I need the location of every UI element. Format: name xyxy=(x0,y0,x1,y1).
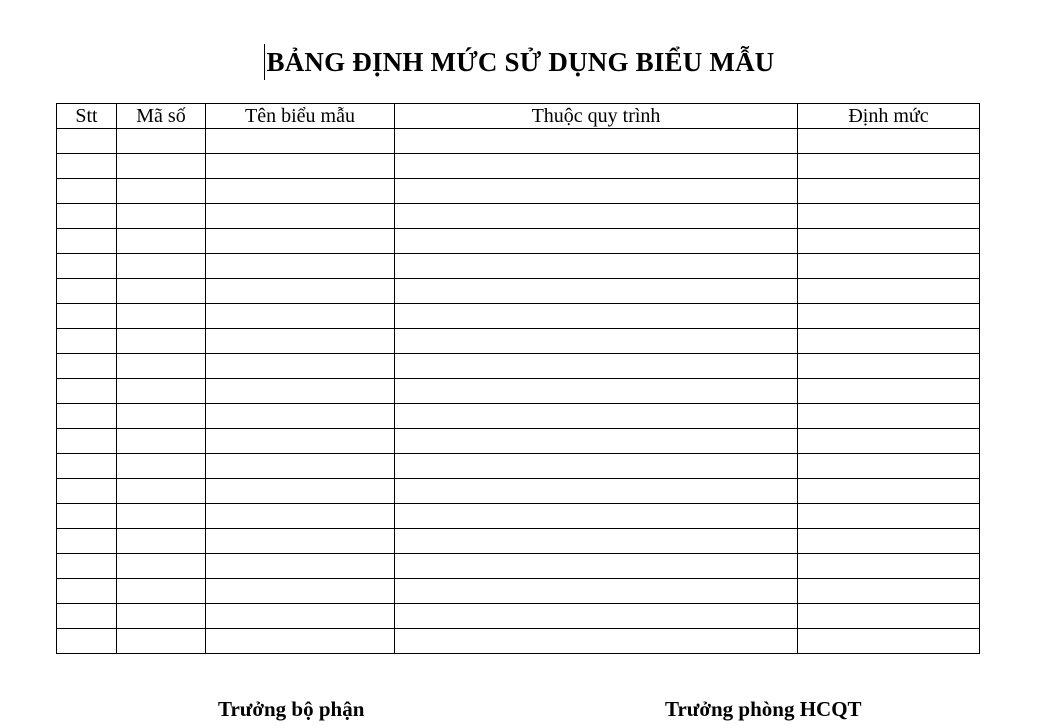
table-body xyxy=(57,129,980,654)
cell-ten-bieu-mau[interactable] xyxy=(206,604,395,629)
cell-ten-bieu-mau[interactable] xyxy=(206,129,395,154)
table-row xyxy=(57,479,980,504)
cell-ten-bieu-mau[interactable] xyxy=(206,504,395,529)
cell-ten-bieu-mau[interactable] xyxy=(206,229,395,254)
cell-ten-bieu-mau[interactable] xyxy=(206,154,395,179)
cell-stt[interactable] xyxy=(57,529,117,554)
cell-thuoc-quy-trinh[interactable] xyxy=(395,154,798,179)
header-ten-bieu-mau: Tên biểu mẫu xyxy=(206,104,395,129)
cell-dinh-muc[interactable] xyxy=(798,479,980,504)
table-row xyxy=(57,179,980,204)
cell-ma-so[interactable] xyxy=(117,554,206,579)
cell-dinh-muc[interactable] xyxy=(798,154,980,179)
cell-stt[interactable] xyxy=(57,604,117,629)
cell-thuoc-quy-trinh[interactable] xyxy=(395,504,798,529)
cell-stt[interactable] xyxy=(57,504,117,529)
cell-ten-bieu-mau[interactable] xyxy=(206,629,395,654)
header-dinh-muc: Định mức xyxy=(798,104,980,129)
cell-dinh-muc[interactable] xyxy=(798,254,980,279)
cell-dinh-muc[interactable] xyxy=(798,604,980,629)
table-row xyxy=(57,229,980,254)
header-thuoc-quy-trinh: Thuộc quy trình xyxy=(395,104,798,129)
cell-ten-bieu-mau[interactable] xyxy=(206,279,395,304)
cell-thuoc-quy-trinh[interactable] xyxy=(395,629,798,654)
cell-thuoc-quy-trinh[interactable] xyxy=(395,304,798,329)
cell-dinh-muc[interactable] xyxy=(798,279,980,304)
cell-thuoc-quy-trinh[interactable] xyxy=(395,179,798,204)
form-usage-table xyxy=(56,103,980,654)
cell-dinh-muc[interactable] xyxy=(798,429,980,454)
cell-thuoc-quy-trinh[interactable] xyxy=(395,404,798,429)
table-row xyxy=(57,154,980,179)
cell-thuoc-quy-trinh[interactable] xyxy=(395,604,798,629)
table-row xyxy=(57,554,980,579)
cell-stt[interactable] xyxy=(57,354,117,379)
cell-thuoc-quy-trinh[interactable] xyxy=(395,529,798,554)
cell-ten-bieu-mau[interactable] xyxy=(206,479,395,504)
cell-ma-so[interactable] xyxy=(117,279,206,304)
header-stt: Stt xyxy=(57,104,117,129)
cell-dinh-muc[interactable] xyxy=(798,629,980,654)
cell-stt[interactable] xyxy=(57,579,117,604)
cell-ma-so[interactable] xyxy=(117,404,206,429)
cell-dinh-muc[interactable] xyxy=(798,579,980,604)
cell-ten-bieu-mau[interactable] xyxy=(206,329,395,354)
cell-stt[interactable] xyxy=(57,554,117,579)
cell-ten-bieu-mau[interactable] xyxy=(206,529,395,554)
cell-dinh-muc[interactable] xyxy=(798,329,980,354)
cell-ma-so[interactable] xyxy=(117,304,206,329)
cell-ma-so[interactable] xyxy=(117,604,206,629)
cell-ma-so[interactable] xyxy=(117,504,206,529)
cell-ma-so[interactable] xyxy=(117,154,206,179)
cell-thuoc-quy-trinh[interactable] xyxy=(395,204,798,229)
cell-ten-bieu-mau[interactable] xyxy=(206,379,395,404)
table-row xyxy=(57,629,980,654)
cell-thuoc-quy-trinh[interactable] xyxy=(395,579,798,604)
table-row xyxy=(57,354,980,379)
document-title: BẢNG ĐỊNH MỨC SỬ DỤNG BIỂU MẪU xyxy=(264,44,775,80)
cell-stt[interactable] xyxy=(57,479,117,504)
cell-stt[interactable] xyxy=(57,304,117,329)
cell-ma-so[interactable] xyxy=(117,579,206,604)
cell-dinh-muc[interactable] xyxy=(798,529,980,554)
cell-thuoc-quy-trinh[interactable] xyxy=(395,229,798,254)
cell-ma-so[interactable] xyxy=(117,354,206,379)
cell-dinh-muc[interactable] xyxy=(798,454,980,479)
cell-thuoc-quy-trinh[interactable] xyxy=(395,279,798,304)
cell-ma-so[interactable] xyxy=(117,529,206,554)
cell-ma-so[interactable] xyxy=(117,129,206,154)
cell-stt[interactable] xyxy=(57,229,117,254)
cell-stt[interactable] xyxy=(57,254,117,279)
cell-stt[interactable] xyxy=(57,454,117,479)
cell-ma-so[interactable] xyxy=(117,454,206,479)
cell-ten-bieu-mau[interactable] xyxy=(206,254,395,279)
cell-ma-so[interactable] xyxy=(117,429,206,454)
cell-thuoc-quy-trinh[interactable] xyxy=(395,254,798,279)
cell-thuoc-quy-trinh[interactable] xyxy=(395,129,798,154)
table-row xyxy=(57,429,980,454)
table-row xyxy=(57,279,980,304)
cell-dinh-muc[interactable] xyxy=(798,179,980,204)
cell-stt[interactable] xyxy=(57,204,117,229)
table-row xyxy=(57,454,980,479)
cell-thuoc-quy-trinh[interactable] xyxy=(395,429,798,454)
cell-ten-bieu-mau[interactable] xyxy=(206,179,395,204)
cell-ten-bieu-mau[interactable] xyxy=(206,554,395,579)
cell-thuoc-quy-trinh[interactable] xyxy=(395,454,798,479)
cell-stt[interactable] xyxy=(57,379,117,404)
cell-dinh-muc[interactable] xyxy=(798,204,980,229)
cell-stt[interactable] xyxy=(57,629,117,654)
cell-dinh-muc[interactable] xyxy=(798,379,980,404)
header-ma-so: Mã số xyxy=(117,104,206,129)
cell-thuoc-quy-trinh[interactable] xyxy=(395,354,798,379)
table-row xyxy=(57,379,980,404)
cell-stt[interactable] xyxy=(57,429,117,454)
cell-thuoc-quy-trinh[interactable] xyxy=(395,479,798,504)
table-row xyxy=(57,504,980,529)
table-row xyxy=(57,329,980,354)
cell-dinh-muc[interactable] xyxy=(798,404,980,429)
cell-thuoc-quy-trinh[interactable] xyxy=(395,554,798,579)
cell-stt[interactable] xyxy=(57,279,117,304)
cell-ma-so[interactable] xyxy=(117,254,206,279)
table-row xyxy=(57,204,980,229)
signature-head-of-department: Trưởng bộ phận xyxy=(218,697,365,721)
cell-ten-bieu-mau[interactable] xyxy=(206,579,395,604)
table-row xyxy=(57,604,980,629)
cell-ma-so[interactable] xyxy=(117,179,206,204)
table-row xyxy=(57,129,980,154)
cell-ten-bieu-mau[interactable] xyxy=(206,204,395,229)
table-row xyxy=(57,529,980,554)
cell-stt[interactable] xyxy=(57,329,117,354)
cell-dinh-muc[interactable] xyxy=(798,354,980,379)
cell-dinh-muc[interactable] xyxy=(798,304,980,329)
table-row xyxy=(57,304,980,329)
cell-ma-so[interactable] xyxy=(117,329,206,354)
cell-ma-so[interactable] xyxy=(117,629,206,654)
cell-dinh-muc[interactable] xyxy=(798,229,980,254)
cell-dinh-muc[interactable] xyxy=(798,554,980,579)
cell-stt[interactable] xyxy=(57,179,117,204)
cell-ten-bieu-mau[interactable] xyxy=(206,454,395,479)
cell-dinh-muc[interactable] xyxy=(798,504,980,529)
cell-thuoc-quy-trinh[interactable] xyxy=(395,329,798,354)
table-row xyxy=(57,404,980,429)
cell-ten-bieu-mau[interactable] xyxy=(206,404,395,429)
title-container xyxy=(0,44,1038,80)
cell-stt[interactable] xyxy=(57,154,117,179)
table-row xyxy=(57,254,980,279)
cell-ma-so[interactable] xyxy=(117,479,206,504)
cell-dinh-muc[interactable] xyxy=(798,129,980,154)
cell-stt[interactable] xyxy=(57,129,117,154)
cell-ma-so[interactable] xyxy=(117,229,206,254)
signature-head-of-admin: Trưởng phòng HCQT xyxy=(665,697,862,721)
cell-ma-so[interactable] xyxy=(117,204,206,229)
table-row xyxy=(57,579,980,604)
cell-ten-bieu-mau[interactable] xyxy=(206,429,395,454)
table-header-row xyxy=(57,104,980,129)
cell-ma-so[interactable] xyxy=(117,379,206,404)
cell-ten-bieu-mau[interactable] xyxy=(206,354,395,379)
cell-stt[interactable] xyxy=(57,404,117,429)
cell-ten-bieu-mau[interactable] xyxy=(206,304,395,329)
cell-thuoc-quy-trinh[interactable] xyxy=(395,379,798,404)
